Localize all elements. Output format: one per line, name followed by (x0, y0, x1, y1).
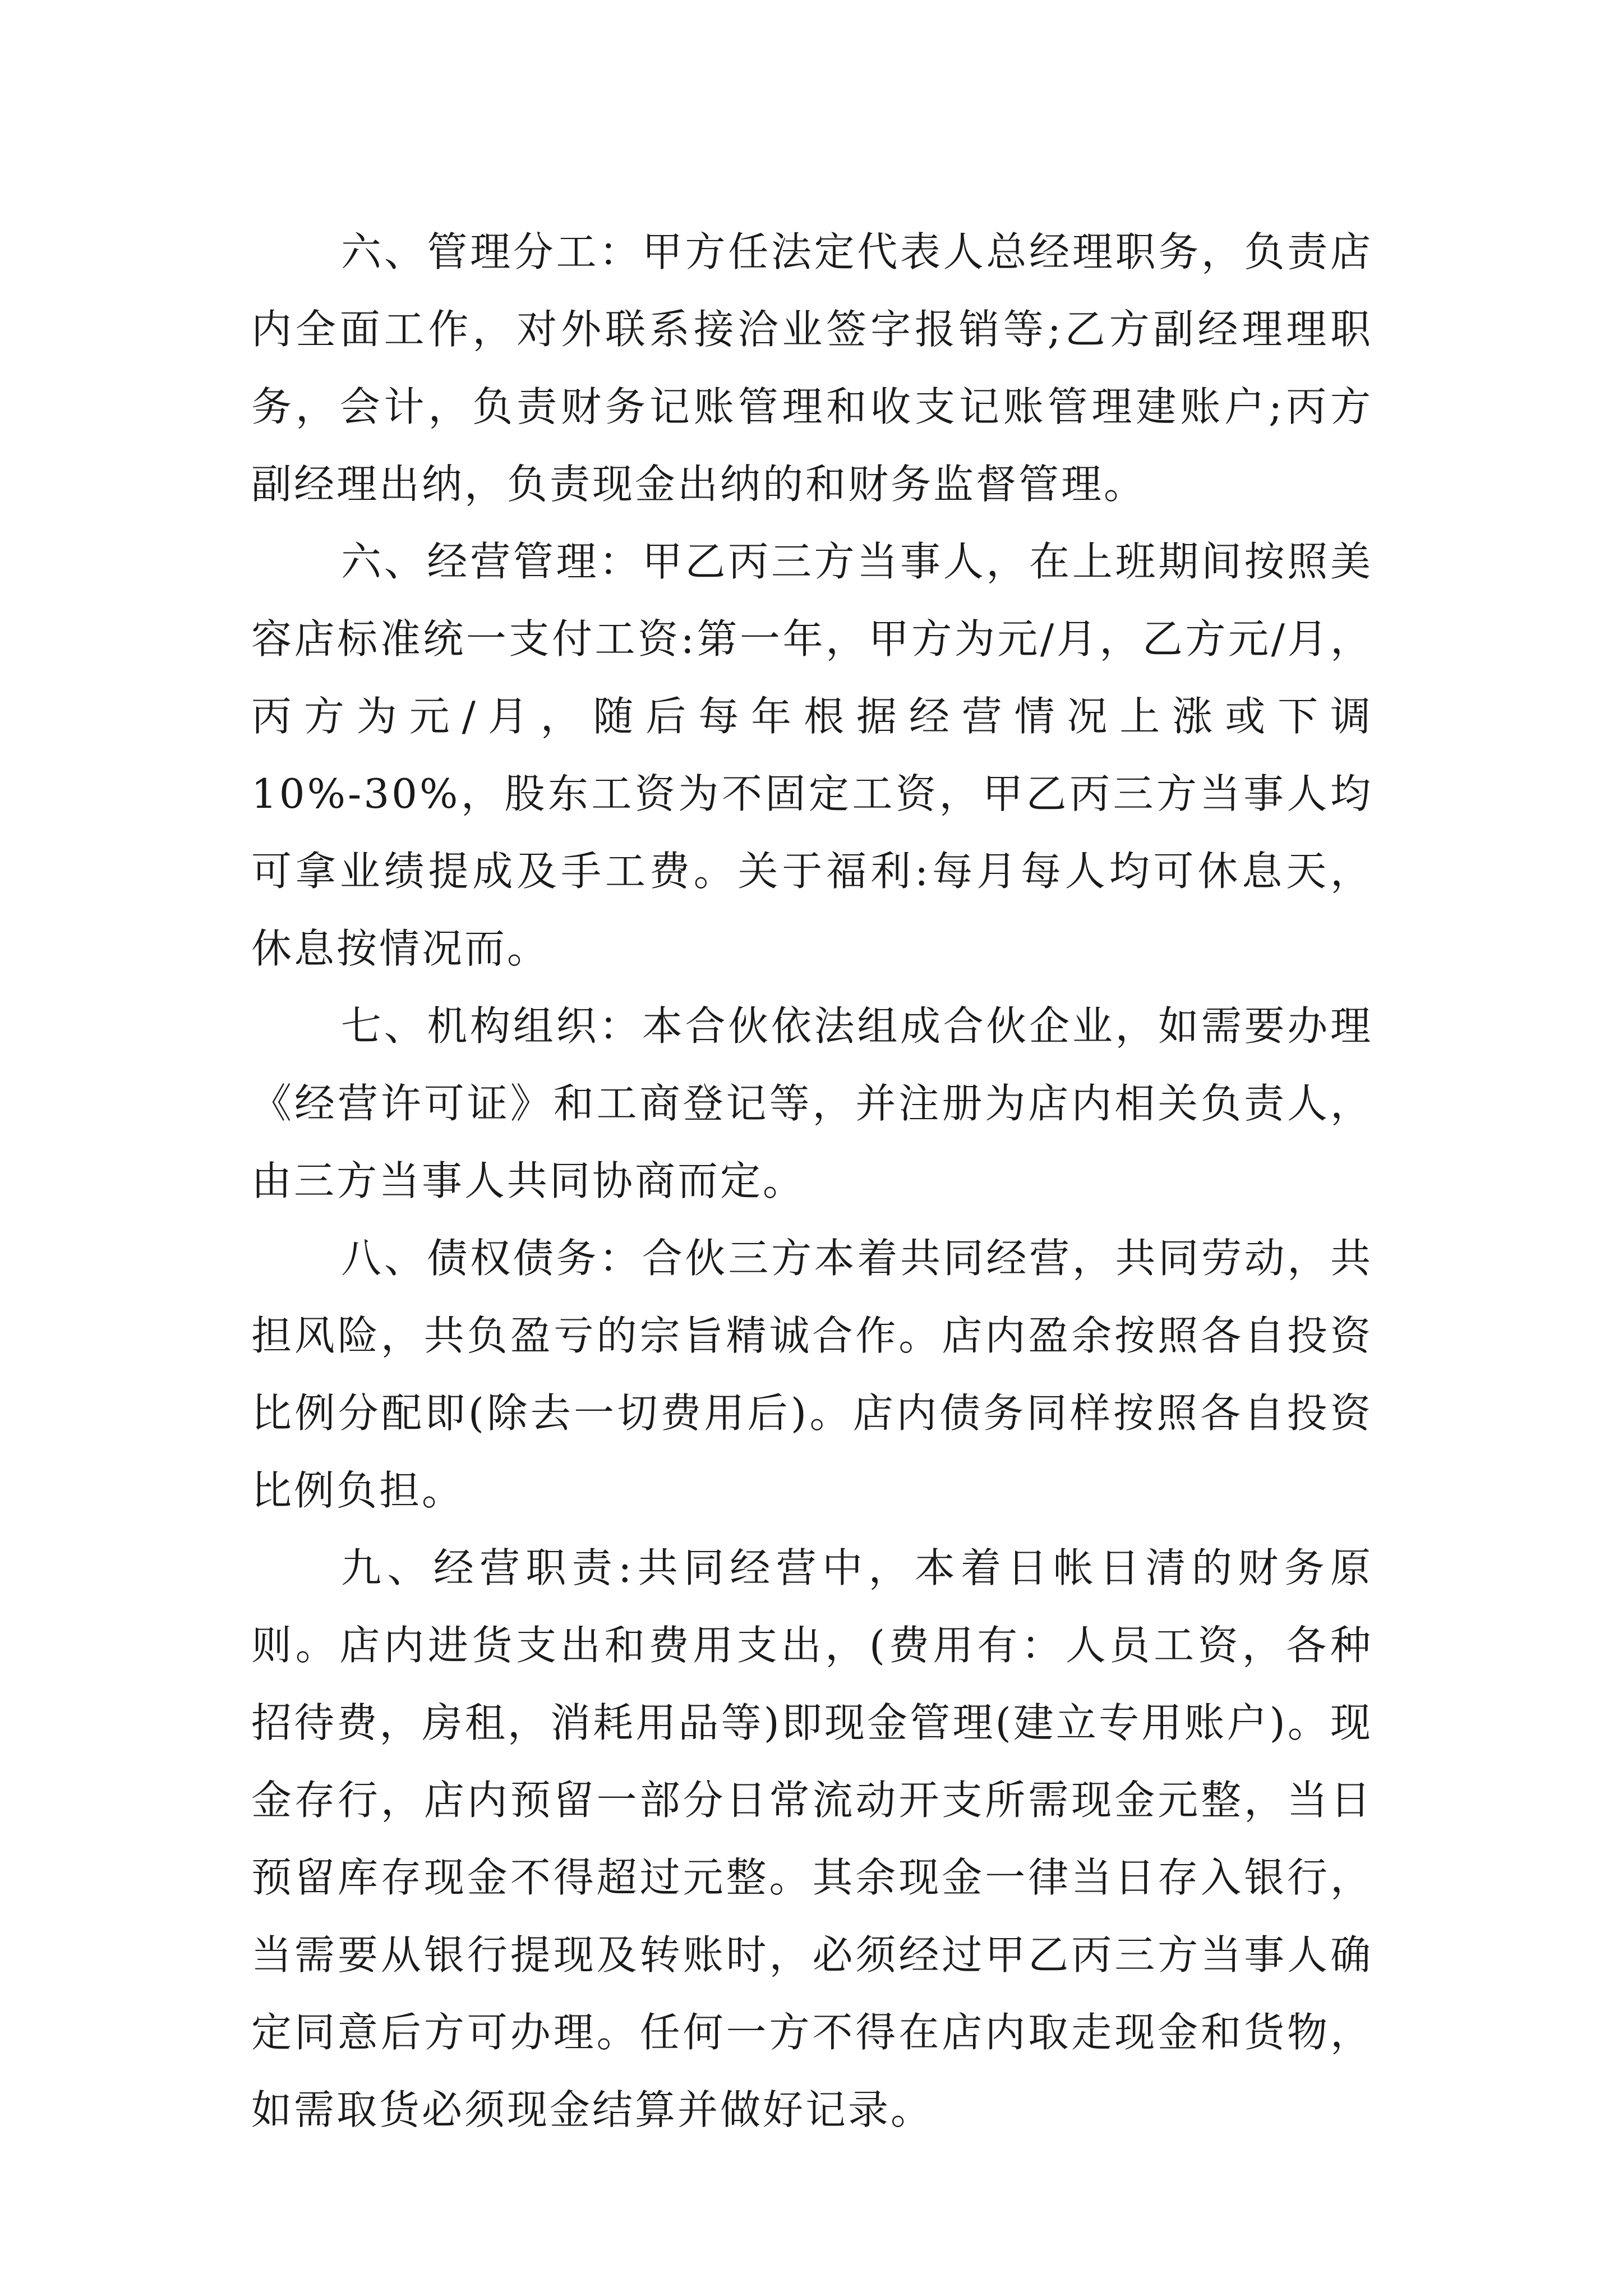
paragraph-operation-management: 六、经营管理：甲乙丙三方当事人，在上班期间按照美容店标准统一支付工资:第一年，甲方为元/月，乙方元/月，丙方为元/月，随后每年根据经营情况上涨或下调10%-30%，股东工资为不固定工资，甲乙丙三方当事人均可拿业绩提成及手工费。关于福利:每月每人均可休息天，休息按情况而。 (251, 538, 1373, 972)
paragraph-operating-duties: 九、经营职责:共同经营中，本着日帐日清的财务原则。店内进货支出和费用支出，(费用有：人员工资，各种招待费，房租，消耗用品等)即现金管理(建立专用账户)。现金存行，店内预留一部分日常流动开支所需现金元整，当日预留库存现金不得超过元整。其余现金一律当日存入银行，当需要从银行提现及转账时，必须经过甲乙丙三方当事人确定同意后方可办理。任何一方不得在店内取走现金和货物，如需取货必须现金结算并做好记录。 (251, 1544, 1373, 2133)
paragraph-management-division: 六、管理分工：甲方任法定代表人总经理职务，负责店内全面工作，对外联系接洽业签字报销等;乙方副经理理职务，会计，负责财务记账管理和收支记账管理建账户;丙方副经理出纳，负责现金出纳的和财务监督管理。 (251, 228, 1373, 508)
paragraph-debts: 八、债权债务：合伙三方本着共同经营，共同劳动，共担风险，共负盈亏的宗旨精诚合作。店内盈余按照各自投资比例分配即(除去一切费用后)。店内债务同样按照各自投资比例负担。 (251, 1235, 1373, 1514)
document-body (251, 213, 1373, 2148)
paragraph-organization: 七、机构组织：本合伙依法组成合伙企业，如需要办理《经营许可证》和工商登记等，并注册为店内相关负责人，由三方当事人共同协商而定。 (251, 1002, 1373, 1204)
